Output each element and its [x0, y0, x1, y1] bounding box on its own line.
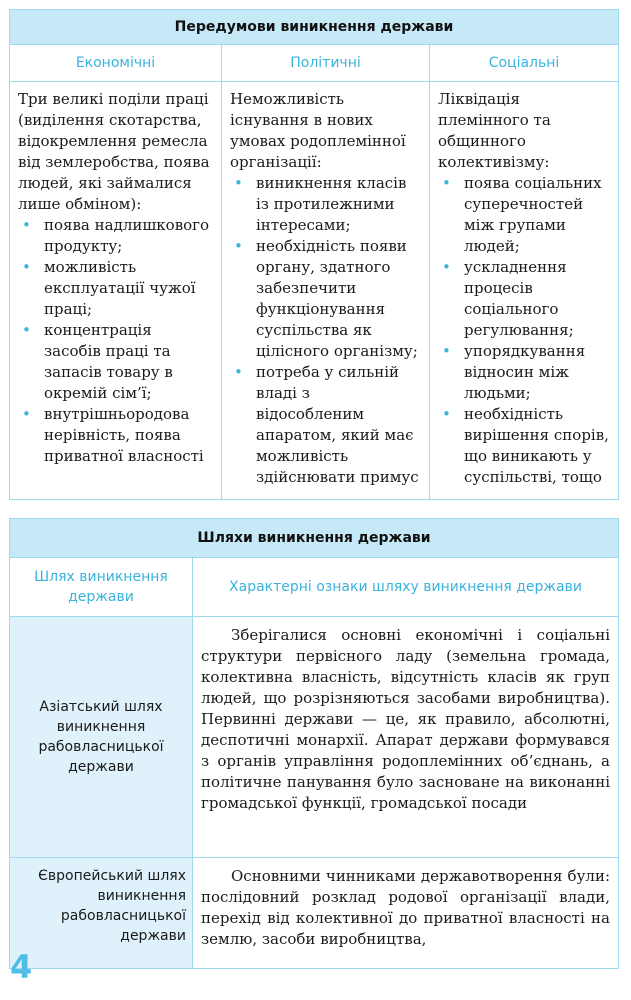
description-text: Зберігалися основні економічні і соціальні структури первісного ладу (земельна громада, колективна власність, відсутність класів як груп людей, що розрізняються засобами виробництва). Первинні держави — це, як правило, абсолютні, деспотичні монархії. Апарат держави формувався з органів управління родоплемінних об’єднань, а політичне панування було засноване на виконанні громадської функції, громадської посади — [201, 626, 610, 812]
list-item: • поява надлишкового продукту; — [18, 215, 213, 257]
list-item: • виникнення класів із протилежними інтересами; — [230, 173, 421, 236]
economic-intro: Три великі поділи праці (виділення скотарства, відокремлення ремесла від землеробства, поява людей, які займалися лише обміном): — [18, 90, 210, 213]
list-item: • необхідність появи органу, здатного забезпечити функціонування суспільства як цілісного організму; — [230, 236, 421, 362]
social-intro: Ліквідація племінного та общинного колективізму: — [438, 90, 551, 171]
table-row — [10, 858, 619, 969]
list-item: • необхідність вирішення спорів, що виникають у суспільстві, тощо — [438, 404, 610, 488]
social-cell — [430, 82, 619, 500]
list-item: • внутрішньородова нерівність, поява приватної власності — [18, 404, 213, 467]
list-item: • можливість експлуатації чужої праці; — [18, 257, 213, 320]
list-item: • поява соціальних суперечностей між групами людей; — [438, 173, 610, 257]
social-list — [438, 173, 610, 488]
description-text: Основними чинниками державотворення були: послідовний розклад родової організації влади, перехід від колективної до приватної власності на землю, засоби виробництва, — [201, 867, 610, 948]
list-item: • концентрація засобів праці та запасів товару в окремій сім’ї; — [18, 320, 213, 404]
paths-table — [9, 518, 619, 969]
paths-title: Шляхи виникнення держави — [10, 519, 619, 558]
political-cell — [222, 82, 430, 500]
economic-list — [18, 215, 213, 467]
path-asian: Азіатський шлях виникнення рабовласницької держави — [10, 617, 193, 858]
header-features: Характерні ознаки шляху виникнення держави — [193, 558, 619, 617]
header-political: Політичні — [222, 45, 430, 82]
header-economic: Економічні — [10, 45, 222, 82]
path-european-description — [193, 858, 619, 969]
path-european: Європейський шлях виникнення рабовласницької держави — [10, 858, 193, 969]
list-item: • ускладнення процесів соціального регулювання; — [438, 257, 610, 341]
economic-cell — [10, 82, 222, 500]
page-number: 4 — [10, 948, 33, 986]
path-asian-description — [193, 617, 619, 858]
political-list — [230, 173, 421, 488]
preconditions-title: Передумови виникнення держави — [10, 10, 619, 45]
table-row — [10, 617, 619, 858]
preconditions-table — [9, 9, 619, 500]
header-social: Соціальні — [430, 45, 619, 82]
list-item: • потреба у сильній владі з відособленим апаратом, який має можливість здійснювати примус — [230, 362, 421, 488]
list-item: • упорядкування відносин між людьми; — [438, 341, 610, 404]
header-path: Шлях виникнення держави — [10, 558, 193, 617]
political-intro: Неможливість існування в нових умовах родоплемінної організації: — [230, 90, 406, 171]
